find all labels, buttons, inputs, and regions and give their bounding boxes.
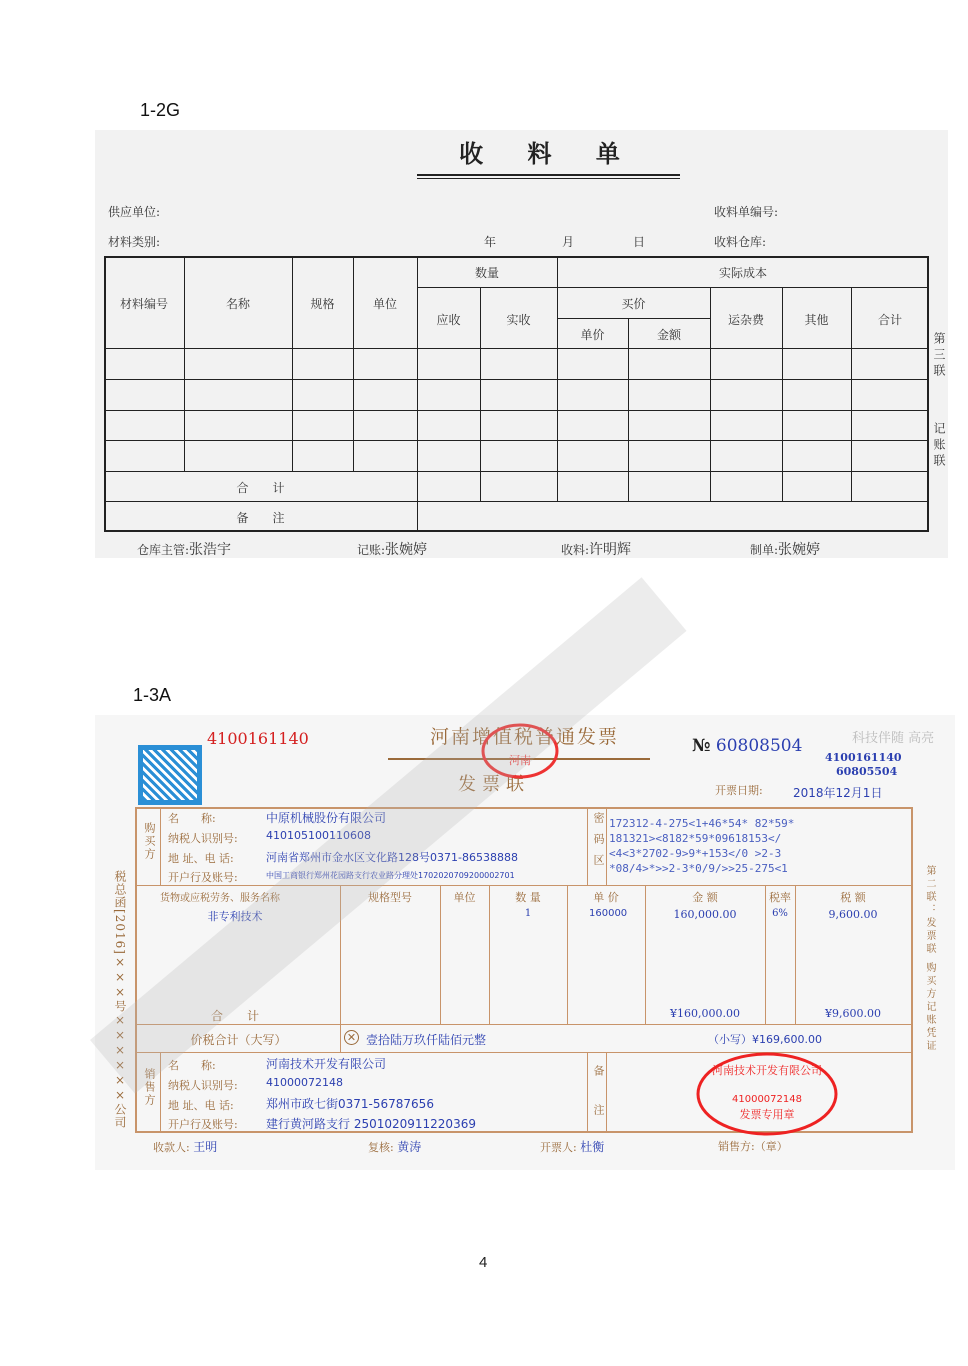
- cross-circle-icon: ✕: [344, 1030, 359, 1045]
- date-label: 开票日期:: [715, 784, 763, 797]
- footer-label: 复核:: [368, 1141, 394, 1154]
- sig-label: 记账:: [357, 543, 386, 557]
- header-qty-recv: 实收: [506, 313, 531, 327]
- watermark-text: 科技伴随 高亮: [852, 731, 935, 746]
- cipher-label: 密码区: [592, 812, 605, 875]
- item-rate: 6%: [772, 908, 788, 919]
- item-header-tax: 税 额: [840, 891, 866, 904]
- code-small: 4100161140: [825, 751, 902, 764]
- buyer-tax-label: 纳税人识别号:: [168, 832, 238, 845]
- sig-name: 张浩宇: [189, 542, 232, 558]
- seller-address: 郑州市政七街0371-56787656: [266, 1097, 434, 1111]
- footer-label: 收款人:: [153, 1141, 190, 1154]
- sig-label: 仓库主管:: [137, 543, 190, 557]
- section-label-1-3a: 1-3A: [133, 685, 172, 705]
- seller-section-label: 销售方: [143, 1068, 156, 1107]
- footer-name: 杜衡: [580, 1140, 605, 1154]
- footer-name: 黄涛: [397, 1140, 422, 1154]
- invoice-date: 2018年12月1日: [793, 786, 883, 800]
- footer-label: 开票人:: [540, 1141, 577, 1154]
- invoice-number: 60808504: [715, 736, 803, 756]
- header-total: 合计: [877, 313, 902, 327]
- buyer-name: 中原机械股份有限公司: [266, 811, 387, 825]
- seller-tax-id: 41000072148: [266, 1076, 343, 1089]
- item-header-rate: 税率: [769, 891, 791, 904]
- buyer-bank-label: 开户行及账号:: [168, 871, 238, 884]
- item-tax: 9,600.00: [828, 908, 878, 921]
- svg-text:河南技术开发有限公司: 河南技术开发有限公司: [712, 1064, 822, 1077]
- item-qty: 1: [524, 908, 532, 919]
- category-label: 材料类别:: [108, 235, 161, 249]
- year-label: 年: [484, 235, 497, 249]
- seller-stamp: [695, 1052, 840, 1136]
- seller-name-label: 名 称:: [168, 1059, 216, 1072]
- total-words: 壹拾陆万玖仟陆佰元整: [366, 1033, 487, 1047]
- buyer-name-label: 名 称:: [168, 812, 216, 825]
- item-amount: 160,000.00: [673, 908, 737, 921]
- remark-label: 备 注: [236, 511, 285, 525]
- item-header-qty: 数 量: [515, 891, 541, 904]
- header-spec: 规格: [310, 297, 335, 311]
- invoice-code: 4100161140: [207, 729, 309, 748]
- buyer-tax-id: 410105100110608: [266, 829, 371, 842]
- buyer-address: 河南省郑州市金水区文化路128号0371-86538888: [266, 851, 518, 864]
- invoice-remark-label: 备注: [592, 1065, 605, 1143]
- svg-text:41000072148: 41000072148: [732, 1094, 802, 1105]
- item-header-spec: 规格型号: [368, 891, 412, 904]
- header-amount: 金额: [656, 328, 681, 342]
- seller-addr-label: 地 址、电 话:: [168, 1099, 234, 1112]
- item-name: 非专利技术: [207, 910, 263, 923]
- sig-label: 收料:: [561, 543, 590, 557]
- svg-text:河南: 河南: [509, 754, 531, 767]
- seller-bank-label: 开户行及账号:: [168, 1118, 238, 1131]
- side-copy-label: 第三联: [932, 332, 946, 380]
- cipher-line: 181321><8182*59*09618153</: [609, 832, 782, 845]
- sig-name: 许明辉: [589, 542, 632, 558]
- number-small: 60805504: [836, 765, 898, 778]
- item-header-amount: 金 额: [692, 891, 718, 904]
- sig-label: 制单:: [750, 543, 779, 557]
- buyer-section-label: 购买方: [143, 822, 156, 861]
- sum-tax: ¥9,600.00: [825, 1007, 881, 1020]
- sig-name: 张婉婷: [385, 542, 428, 558]
- header-other: 其他: [804, 313, 829, 327]
- header-freight: 运杂费: [727, 313, 764, 327]
- left-margin-text: 税总函[2016]×××号××××××公司: [113, 870, 127, 1129]
- right-margin-text: 第二联：发票联 购买方记账凭证: [924, 865, 935, 1054]
- qr-code-icon: [138, 745, 202, 805]
- section-label-1-2g: 1-2G: [140, 100, 181, 120]
- header-name: 名称: [225, 297, 250, 311]
- total-small: （小写）¥169,600.00: [708, 1033, 822, 1046]
- sum-label: 合 计: [236, 481, 285, 495]
- header-qty: 数量: [474, 266, 499, 280]
- header-price: 买价: [621, 297, 646, 311]
- side-use-label: 记账联: [932, 422, 946, 470]
- svg-text:发票专用章: 发票专用章: [739, 1108, 795, 1121]
- receipt-no-label: 收料单编号:: [714, 205, 779, 219]
- item-header-price: 单 价: [593, 891, 619, 904]
- seller-tax-label: 纳税人识别号:: [168, 1079, 238, 1092]
- seller-name: 河南技术开发有限公司: [266, 1057, 387, 1071]
- item-price: 160000: [589, 908, 628, 919]
- cipher-line: <4<3*2702-9>9*+153</0 >2-3: [609, 847, 782, 860]
- footer-label: 销售方:（章）: [718, 1140, 788, 1153]
- footer-name: 王明: [193, 1140, 218, 1154]
- month-label: 月: [562, 235, 575, 249]
- form-title: 收 料 单: [459, 139, 638, 168]
- sum-amount: ¥160,000.00: [670, 1007, 740, 1020]
- item-header-name: 货物或应税劳务、服务名称: [160, 893, 280, 904]
- header-unit: 单位: [372, 297, 397, 311]
- number-prefix: №: [692, 736, 711, 756]
- total-label: 价税合计（大写）: [190, 1033, 287, 1047]
- header-qty-due: 应收: [436, 313, 461, 327]
- header-unit-price: 单价: [580, 328, 605, 342]
- header-actual-cost: 实际成本: [718, 266, 767, 280]
- cipher-line: *08/4>*>>2-3*0/9/>>25-275<1: [609, 862, 788, 875]
- invoice-title: 河南增值税普通发票: [430, 726, 620, 748]
- cipher-line: 172312-4-275<1+46*54* 82*59*: [609, 817, 795, 830]
- buyer-bank: 中国工商银行郑州花园路支行农业路分理处1702020709200002701: [266, 871, 515, 880]
- seller-bank: 建行黄河路支行 2501020911220369: [266, 1117, 476, 1131]
- item-header-unit: 单位: [453, 891, 476, 904]
- invoice-sum-label: 合 计: [210, 1009, 259, 1023]
- page-number: 4: [479, 1254, 488, 1271]
- day-label: 日: [633, 235, 646, 249]
- header-code: 材料编号: [119, 297, 168, 311]
- sig-name: 张婉婷: [778, 542, 821, 558]
- warehouse-label: 收料仓库:: [714, 235, 767, 249]
- copy-name: 发票联: [458, 774, 530, 795]
- supplier-label: 供应单位:: [108, 205, 161, 219]
- buyer-addr-label: 地 址、电 话:: [168, 852, 234, 865]
